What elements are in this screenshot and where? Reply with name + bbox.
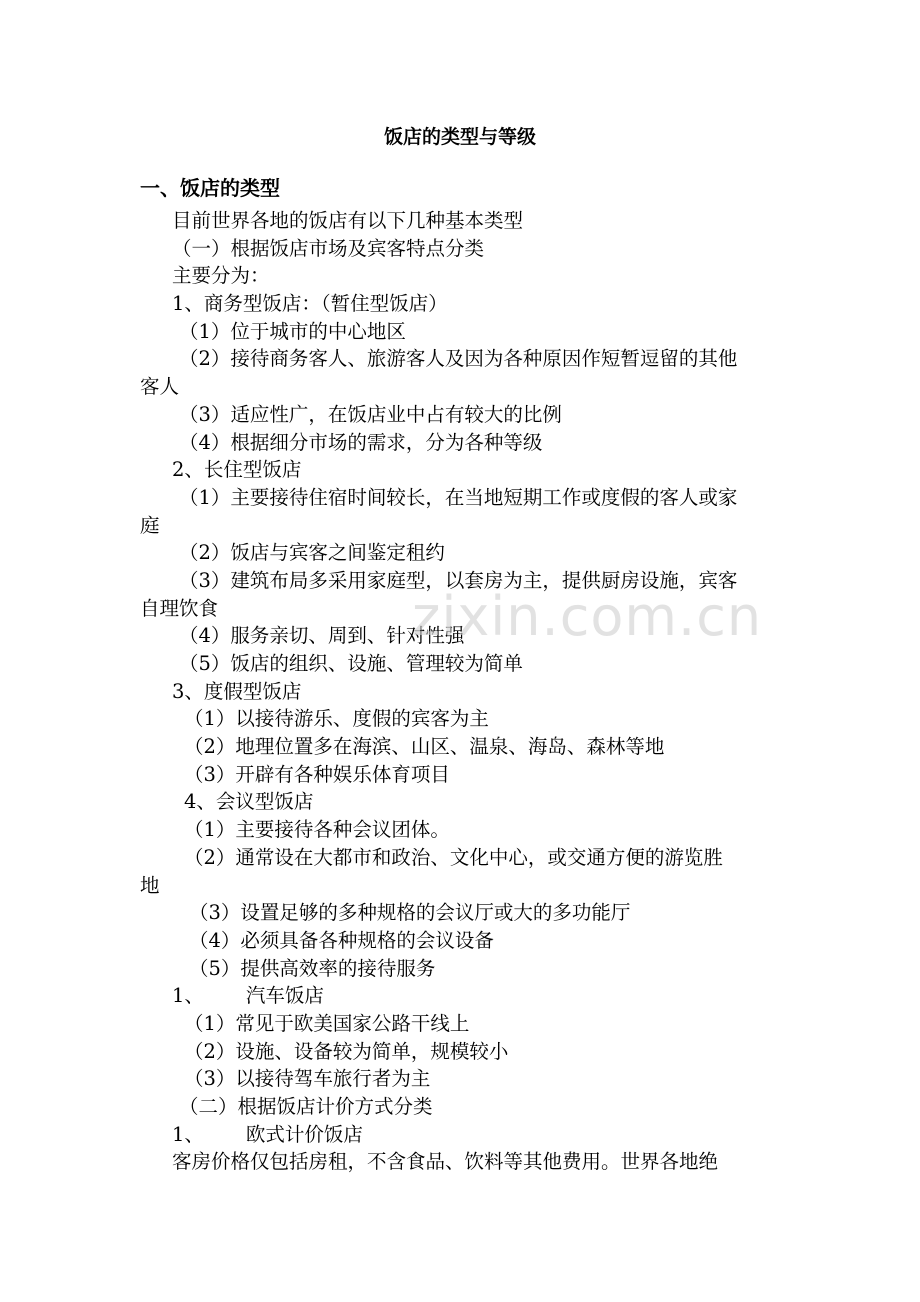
list-heading-text: 欧式计价饭店 — [245, 1122, 363, 1146]
list-heading — [140, 1121, 785, 1149]
list-heading — [140, 982, 785, 1010]
list-item: （4）必须具备各种规格的会议设备 — [189, 928, 494, 952]
paragraph-line: 客房价格仅包括房租，不含食品、饮料等其他费用。世界各地绝 — [172, 1150, 719, 1174]
list-item: （4）根据细分市场的需求，分为各种等级 — [179, 430, 543, 454]
document-body — [140, 207, 785, 1176]
subsection-heading: （二）根据饭店计价方式分类 — [179, 1095, 433, 1118]
document-title: 饭店的类型与等级 — [383, 126, 536, 148]
list-item: （2）饭店与宾客之间鉴定租约 — [179, 541, 445, 565]
list-item-continuation: 客人 — [140, 375, 180, 399]
list-item: （3）适应性广，在饭店业中占有较大的比例 — [179, 402, 562, 426]
paragraph-line: 主要分为： — [172, 264, 270, 288]
list-item: （1）以接待游乐、度假的宾客为主 — [184, 707, 489, 731]
list-item: （3）设置足够的多种规格的会议厅或大的多功能厅 — [189, 901, 631, 925]
list-heading: 3、度假型饭店 — [172, 679, 302, 703]
list-item: （1）主要接待住宿时间较长，在当地短期工作或度假的客人或家 — [179, 485, 738, 509]
list-item: （5）提供高效率的接待服务 — [189, 956, 436, 980]
list-item: （2）通常设在大都市和政治、文化中心，或交通方便的游览胜 — [184, 845, 723, 869]
list-item-continuation: 地 — [140, 873, 160, 897]
list-number: 1、 — [172, 984, 204, 1008]
list-item-continuation: 庭 — [140, 513, 160, 537]
section-heading: 一、饭店的类型 — [140, 176, 280, 200]
list-item-continuation: 自理饮食 — [140, 596, 219, 620]
subsection-heading: （一）根据饭店市场及宾客特点分类 — [172, 236, 485, 260]
list-item: （3）建筑布局多采用家庭型，以套房为主，提供厨房设施，宾客 — [179, 568, 738, 592]
list-item: （2）地理位置多在海滨、山区、温泉、海岛、森林等地 — [184, 735, 665, 759]
list-heading-text: 汽车饭店 — [245, 984, 324, 1008]
list-number: 1、 — [172, 1122, 204, 1146]
paragraph-line: 目前世界各地的饭店有以下几种基本类型 — [172, 209, 524, 232]
list-heading: 2、长住型饭店 — [172, 458, 302, 482]
list-item: （1）常见于欧美国家公路干线上 — [184, 1011, 470, 1035]
list-item: （1）主要接待各种会议团体。 — [184, 818, 450, 842]
list-item: （2）接待商务客人、旅游客人及因为各种原因作短暂逗留的其他 — [179, 347, 738, 371]
list-heading: 4、会议型饭店 — [184, 790, 314, 814]
list-item: （1）位于城市的中心地区 — [179, 319, 406, 343]
list-item: （2）设施、设备较为简单，规模较小 — [184, 1039, 509, 1063]
list-item: （4）服务亲切、周到、针对性强 — [179, 624, 465, 648]
list-item: （3）以接待驾车旅行者为主 — [184, 1067, 431, 1091]
watermark: zixin.com.cn — [412, 585, 763, 648]
list-item: （5）饭店的组织、设施、管理较为简单 — [179, 652, 523, 675]
list-item: （3）开辟有各种娱乐体育项目 — [184, 762, 450, 786]
list-heading: 1、商务型饭店：（暂住型饭店） — [172, 292, 448, 316]
